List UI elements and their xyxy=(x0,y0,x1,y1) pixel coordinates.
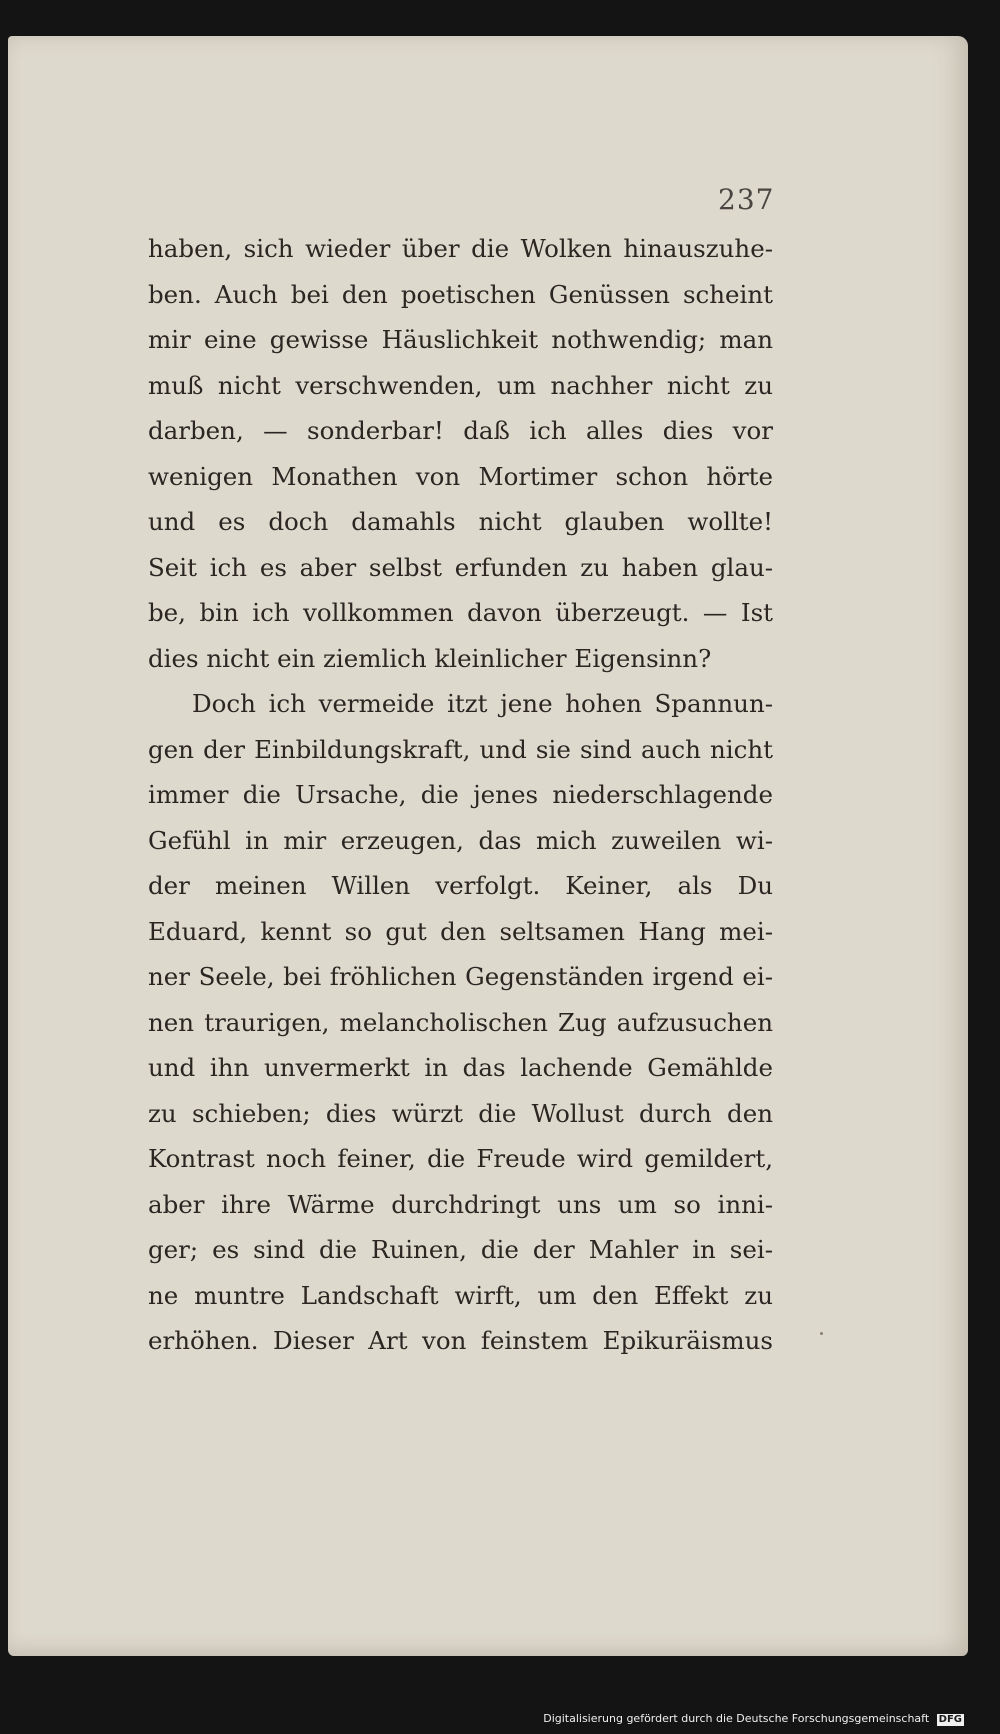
text-line: Doch ich vermeide itzt jene hohen Spannun- xyxy=(192,689,773,718)
text-line: gen der Einbildungskraft, und sie sind auch nicht xyxy=(148,734,773,764)
text-line: immer die Ursache, die jenes niederschlagende xyxy=(148,780,773,809)
dfg-logo: DFG xyxy=(938,1714,962,1725)
text-line: be, bin ich vollkommen davon überzeugt. — Ist xyxy=(148,598,773,627)
footer-credit xyxy=(543,1712,964,1726)
text-line: ger; es sind die Ruinen, die der Mahler in sei- xyxy=(148,1235,773,1264)
text-line: ner Seele, bei fröhlichen Gegenständen irgend ei- xyxy=(148,962,773,991)
text-line: dies nicht ein ziemlich kleinlicher Eigensinn? xyxy=(148,643,712,673)
text-line: haben, sich wieder über die Wolken hinauszuhe- xyxy=(148,234,773,263)
footer-text: Digitalisierung gefördert durch die Deutsche Forschungsgemeinschaft xyxy=(543,1712,930,1725)
text-line: aber ihre Wärme durchdringt uns um so inni- xyxy=(148,1189,773,1219)
text-line: ne muntre Landschaft wirft, um den Effekt zu xyxy=(148,1280,773,1310)
text-line: Kontrast noch feiner, die Freude wird gemildert, xyxy=(148,1144,773,1173)
page-number: 237 xyxy=(718,183,775,216)
text-line: nen traurigen, melancholischen Zug aufzusuchen xyxy=(148,1007,773,1037)
body-text xyxy=(148,226,773,1364)
text-line: und ihn unvermerkt in das lachende Gemählde xyxy=(148,1053,773,1082)
text-line: Seit ich es aber selbst erfunden zu haben glau- xyxy=(148,552,773,582)
text-line: zu schieben; dies würzt die Wollust durch den xyxy=(148,1098,773,1128)
text-line: wenigen Monathen von Mortimer schon hörte xyxy=(148,461,773,491)
text-line: muß nicht verschwenden, um nachher nicht zu xyxy=(148,370,773,400)
text-line: mir eine gewisse Häuslichkeit nothwendig; man xyxy=(148,325,773,354)
text-line: der meinen Willen verfolgt. Keiner, als Du xyxy=(148,871,773,900)
text-line: Eduard, kennt so gut den seltsamen Hang mei- xyxy=(148,916,773,946)
text-line: Gefühl in mir erzeugen, das mich zuweilen wi- xyxy=(148,825,773,855)
text-line: erhöhen. Dieser Art von feinstem Epikuräismus xyxy=(148,1326,773,1355)
text-line: darben, — sonderbar! daß ich alles dies vor xyxy=(148,416,773,445)
text-line: und es doch damahls nicht glauben wollte! xyxy=(148,507,773,536)
text-line: ben. Auch bei den poetischen Genüssen scheint xyxy=(148,279,773,309)
paper-speck xyxy=(820,1332,823,1335)
